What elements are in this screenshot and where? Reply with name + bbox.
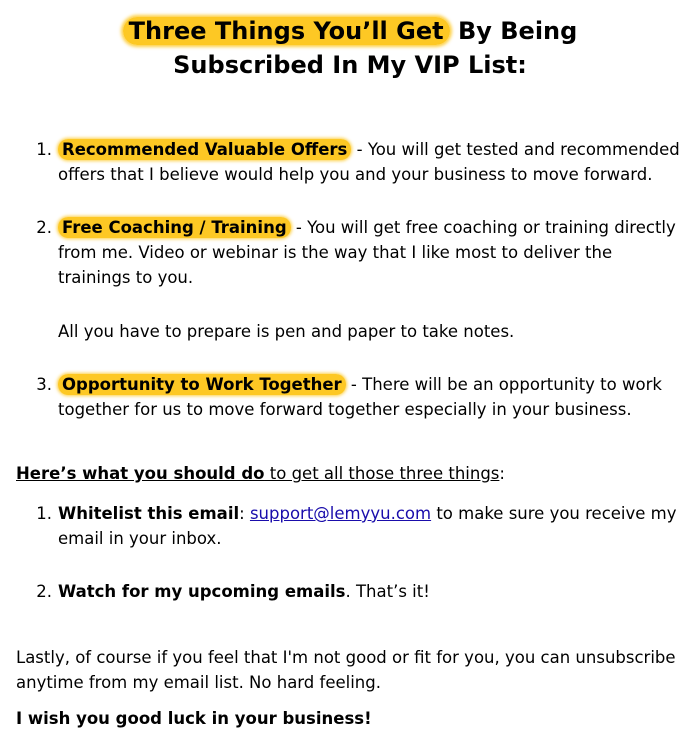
benefit-description: - There will be an opportunity to work together for us to move forward together especially in your business. (58, 375, 662, 419)
list-number: 1. (36, 140, 52, 159)
title-highlight: Three Things You’ll Get (123, 17, 450, 45)
benefit-text (58, 215, 678, 290)
step-text (58, 501, 688, 551)
benefit-heading: Recommended Valuable Offers (58, 139, 351, 160)
title-line-2: Subscribed In My VIP List: (173, 51, 527, 79)
benefit-description: - You will get free coaching or training directly from me. Video or webinar is the way that I like most to deliver the trainings to you. (58, 218, 676, 287)
list-number: 2. (36, 218, 52, 237)
step-rest: to make sure you receive my email in your inbox. (58, 504, 677, 548)
todo-intro-normal: to get all those three things (264, 464, 500, 483)
list-number: 1. (36, 504, 52, 523)
benefit-heading: Opportunity to Work Together (58, 374, 346, 395)
step-bold: Watch for my upcoming emails (58, 582, 346, 601)
email-link[interactable]: support@lemyyu.com (249, 504, 432, 523)
todo-intro (16, 461, 696, 486)
benefit-description: - You will get tested and recommended offers that I believe would help you and your business to move forward. (58, 140, 680, 184)
step-text (58, 579, 688, 604)
step-rest: . That’s it! (345, 582, 430, 601)
title-rest: By Being (449, 17, 578, 45)
benefit-heading: Free Coaching / Training (58, 217, 291, 238)
benefit-text (58, 137, 690, 187)
step-separator: : (239, 504, 250, 523)
signoff-text: I wish you good luck in your business! (16, 709, 372, 728)
signoff (16, 706, 696, 731)
closing-paragraph: Lastly, of course if you feel that I'm not good or fit for you, you can unsubscribe anytime from my email list. No hard feeling. (16, 648, 676, 692)
list-number: 2. (36, 582, 52, 601)
page-title (0, 14, 700, 82)
list-number: 3. (36, 375, 52, 394)
todo-intro-colon: : (499, 464, 505, 483)
todo-intro-bold: Here’s what you should do (16, 464, 265, 483)
step-bold: Whitelist this email (58, 504, 240, 523)
benefit-text (58, 372, 678, 422)
benefit-extra-text: All you have to prepare is pen and paper to take notes. (58, 322, 515, 341)
